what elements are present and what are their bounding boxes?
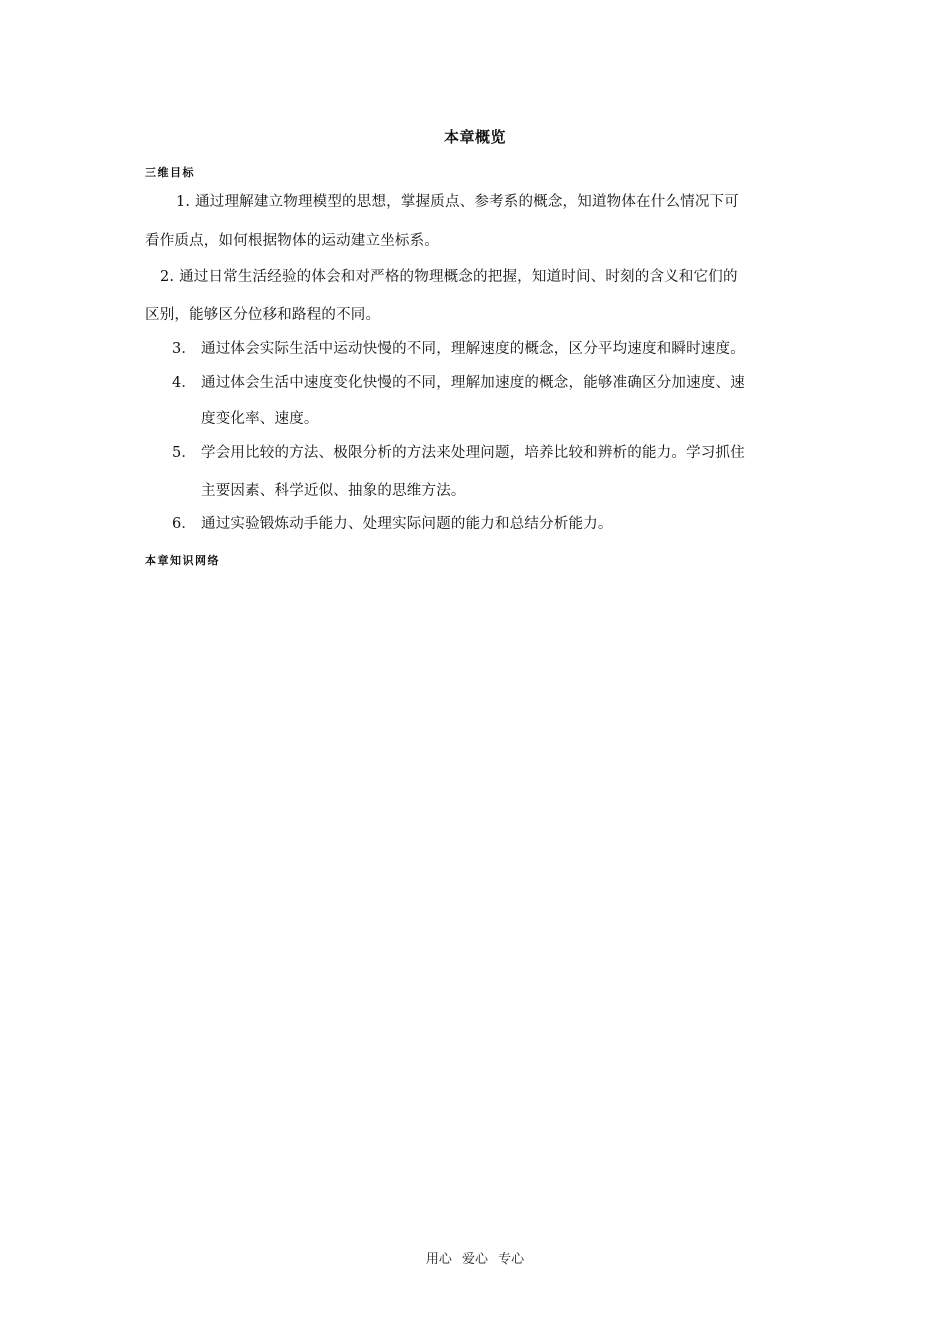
section-heading-knowledge-network: 本章知识网络 (145, 554, 220, 567)
goal-2-line-2: 区别，能够区分位移和路程的不同。 (145, 307, 381, 323)
section-heading-goals: 三维目标 (145, 166, 195, 179)
goal-2-line-1 (160, 267, 738, 287)
goal-3-line-1 (172, 339, 745, 359)
goal-6-number: 6． (172, 516, 197, 532)
goal-5-line-2: 主要因素、科学近似、抽象的思维方法。 (201, 483, 466, 499)
goal-4-number: 4． (172, 375, 197, 391)
goal-3-text: 通过体会实际生活中运动快慢的不同，理解速度的概念，区分平均速度和瞬时速度。 (201, 341, 745, 357)
goal-5-number: 5． (172, 445, 197, 461)
goal-6-text: 通过实验锻炼动手能力、处理实际问题的能力和总结分析能力。 (201, 516, 613, 532)
goal-1-line-1 (176, 192, 739, 212)
page-footer: 用心 爱心 专心 (425, 1252, 525, 1267)
goal-4-line-1 (172, 373, 745, 393)
goal-1-text: 通过理解建立物理模型的思想，掌握质点、参考系的概念，知道物体在什么情况下可 (195, 194, 739, 210)
goal-2-number: 2. (160, 269, 175, 285)
goal-1-line-2: 看作质点，如何根据物体的运动建立坐标系。 (145, 233, 439, 249)
chapter-title: 本章概览 (443, 128, 506, 146)
goal-1-number: 1. (176, 194, 191, 210)
goal-6-line-1 (172, 514, 613, 534)
goal-5-line-1 (172, 443, 745, 463)
goal-2-text: 通过日常生活经验的体会和对严格的物理概念的把握，知道时间、时刻的含义和它们的 (179, 269, 738, 285)
goal-4-text: 通过体会生活中速度变化快慢的不同，理解加速度的概念，能够准确区分加速度、速 (201, 375, 745, 391)
goal-4-line-2: 度变化率、速度。 (201, 411, 319, 427)
goal-3-number: 3． (172, 341, 197, 357)
goal-5-text: 学会用比较的方法、极限分析的方法来处理问题，培养比较和辨析的能力。学习抓住 (201, 445, 745, 461)
